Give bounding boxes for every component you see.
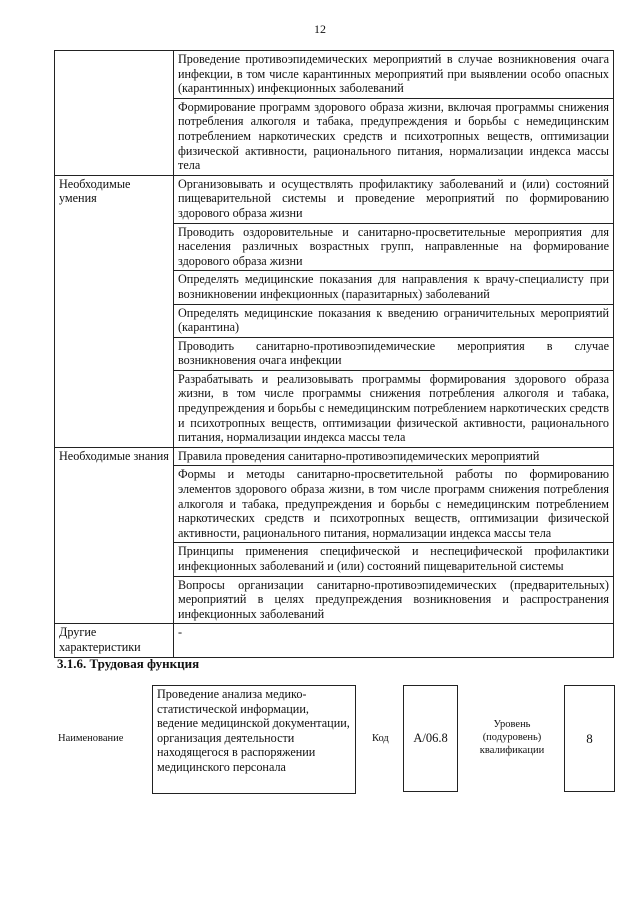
code-label: Код [372,733,389,744]
row-text: Формы и методы санитарно-просветительной работы по формированию элементов здорового образа жизни, в том числе программ снижения потребления алкоголя и табака, предупреждения и борьбы с немедицинским потреблением наркотических средств и психотропных веществ, оптимизации физической активности, рационального питания, нормализации индекса массы тела [174,466,614,543]
row-text: Проводить санитарно-противоэпидемические мероприятия в случае возникновения очага инфекции [174,337,614,370]
code-value-box: А/06.8 [403,685,458,792]
section-title: 3.1.6. Трудовая функция [57,656,200,671]
row-text: Определять медицинские показания для направления к врачу-специалисту при возникновении инфекционных (паразитарных) заболеваний [174,271,614,304]
competency-table [54,50,614,658]
level-value-box: 8 [564,685,615,792]
name-value-box: Проведение анализа медико-статистической информации, ведение медицинской документации, организация деятельности находящегося в распоряжении медицинского персонала [152,685,356,794]
level-label: Уровень (подуровень) квалификации [479,719,545,756]
table-row [55,175,614,223]
row-label-other: Другие характеристики [55,624,174,657]
row-text: Разрабатывать и реализовывать программы формирования здорового образа жизни, в том числе программы снижения потребления алкоголя и табака, предупреждения и борьбы с немедицинским потреблением наркотических средств и психотропных веществ, оптимизации физической активности, рационального питания, нормализации индекса массы тела [174,370,614,447]
row-text: Правила проведения санитарно-противоэпидемических мероприятий [174,447,614,466]
table-row [55,624,614,657]
row-text: Организовывать и осуществлять профилактику заболеваний и (или) состояний пищеварительной системы и проведение мероприятий по формированию здорового образа жизни [174,175,614,223]
row-text: Вопросы организации санитарно-противоэпидемических (предварительных) мероприятий в целях предупреждения возникновения и распространения инфекционных заболеваний [174,576,614,624]
row-label [55,51,174,176]
row-text: Проводить оздоровительные и санитарно-просветительные мероприятия для населения различных возрастных групп, направленные на формирование здорового образа жизни [174,223,614,271]
row-text: - [174,624,614,657]
page-number: 12 [314,22,326,36]
row-text: Принципы применения специфической и неспецифической профилактики инфекционных заболеваний и (или) состояний пищеварительной системы [174,543,614,576]
name-label: Наименование [58,733,124,744]
row-label-knowledge: Необходимые знания [55,447,174,624]
row-label-skills: Необходимые умения [55,175,174,447]
row-text: Проведение противоэпидемических мероприятий в случае возникновения очага инфекции, в том числе карантинных мероприятий при выявлении особо опасных (карантинных) инфекционных заболеваний [174,51,614,99]
table-row [55,51,614,99]
row-text: Определять медицинские показания к введению ограничительных мероприятий (карантина) [174,304,614,337]
table-row [55,447,614,466]
row-text: Формирование программ здорового образа жизни, включая программы снижения потребления алкоголя и табака, предупреждения и борьбы с немедицинским потреблением наркотических средств и психотропных веществ, оптимизации физической активности, рационального питания, нормализации индекса массы тела [174,98,614,175]
